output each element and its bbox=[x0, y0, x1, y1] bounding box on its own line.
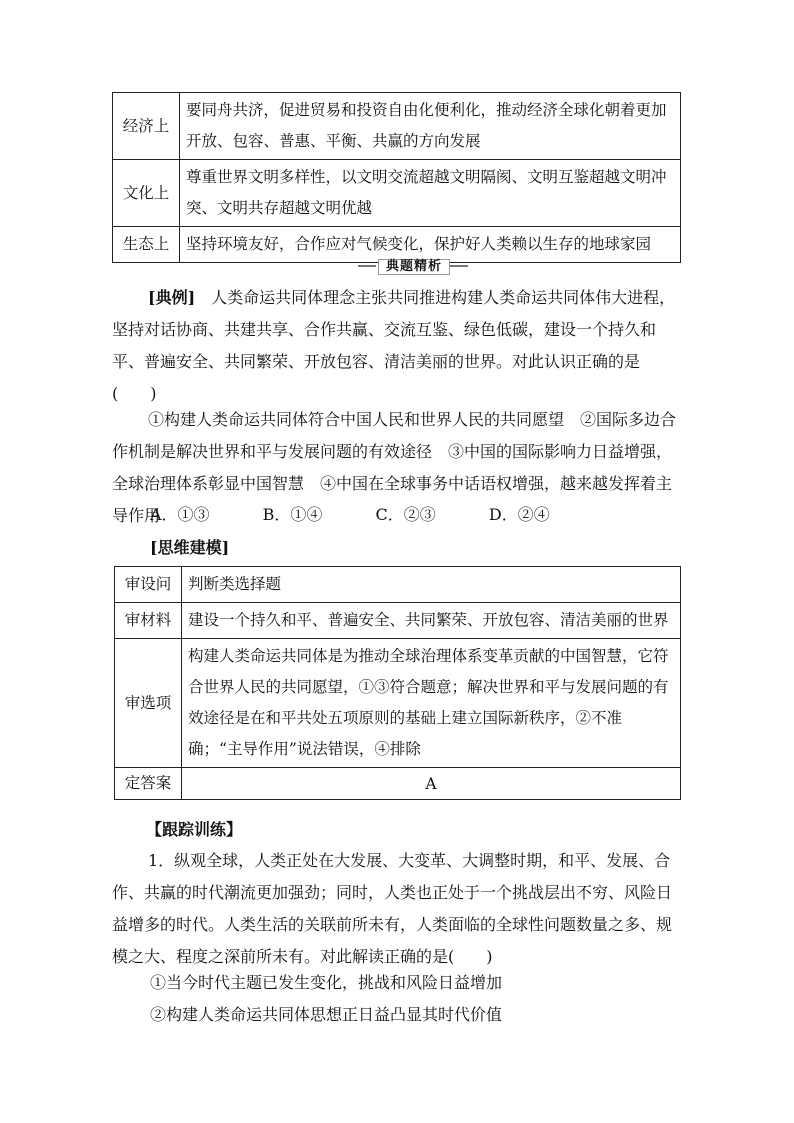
example-statements: ①构建人类命运共同体符合中国人民和世界人民的共同愿望 ②国际多边合作机制是解决世界和平与发展问题的有效途径 ③中国的国际影响力日益增强，全球治理体系彰显中国智慧 ④中国在全球事务中话语权增强，越来越发挥着主导作用 bbox=[112, 410, 677, 525]
example-stem-text: 人类命运共同体理念主张共同推进构建人类命运共同体伟大进程，坚持对话协商、共建共享、合作共赢、交流互鉴、绿色低碳，建设一个持久和平、普遍安全、共同繁荣、开放包容、清洁美丽的世界。对此认识正确的是( ) bbox=[112, 288, 676, 403]
table-row bbox=[113, 93, 681, 160]
practice-q1-stem: 1．纵观全球，人类正处在大发展、大变革、大调整时期，和平、发展、合作、共赢的时代潮流更加强劲；同时，人类也正处于一个挑战层出不穷、风险日益增多的时代。人类生活的关联前所未有，人类面临的全球性问题数量之多、规模之大、程度之深前所未有。对此解读正确的是( ) bbox=[112, 851, 673, 966]
table-row bbox=[113, 227, 681, 263]
row-label-material: 审材料 bbox=[115, 603, 182, 639]
practice-heading: 【跟踪训练】 bbox=[146, 820, 243, 839]
section-banner bbox=[358, 259, 468, 273]
table-row bbox=[115, 639, 681, 768]
modeling-table bbox=[114, 566, 681, 800]
practice-q1-option-1: ①当今时代主题已发生变化，挑战和风险日益增加 bbox=[150, 973, 503, 992]
row-label-economy: 经济上 bbox=[113, 93, 180, 160]
banner-rule-left bbox=[358, 265, 376, 267]
example-options bbox=[150, 500, 598, 530]
row-text-question: 判断类选择题 bbox=[182, 567, 681, 603]
summary-table bbox=[112, 92, 681, 263]
option-b: B．①④ bbox=[262, 505, 323, 524]
practice-q1-option-2: ②构建人类命运共同体思想正日益凸显其时代价值 bbox=[150, 1005, 503, 1024]
table-row bbox=[115, 603, 681, 639]
row-text-options: 构建人类命运共同体是为推动全球治理体系变革贡献的中国智慧，它符合世界人民的共同愿望，①③符合题意；解决世界和平与发展问题的有效途径是在和平共处五项原则的基础上建立国际新秩序，②不准确；“主导作用”说法错误，④排除 bbox=[182, 639, 681, 768]
row-label-options: 审选项 bbox=[115, 639, 182, 768]
table-row bbox=[113, 160, 681, 227]
example-stem bbox=[112, 282, 682, 410]
option-c: C．②③ bbox=[375, 505, 436, 524]
row-text-ecology: 坚持环境友好，合作应对气候变化，保护好人类赖以生存的地球家园 bbox=[180, 227, 681, 263]
option-a: A．①③ bbox=[150, 505, 210, 524]
banner-rule-right bbox=[450, 265, 468, 267]
table-row bbox=[115, 768, 681, 800]
row-text-answer: A bbox=[182, 768, 681, 800]
row-label-answer: 定答案 bbox=[115, 768, 182, 800]
option-d: D．②④ bbox=[488, 505, 550, 524]
modeling-heading: [思维建模] bbox=[150, 538, 230, 557]
row-label-question: 审设问 bbox=[115, 567, 182, 603]
row-text-material: 建设一个持久和平、普遍安全、共同繁荣、开放包容、清洁美丽的世界 bbox=[182, 603, 681, 639]
row-text-economy: 要同舟共济，促进贸易和投资自由化便利化，推动经济全球化朝着更加开放、包容、普惠、平衡、共赢的方向发展 bbox=[180, 93, 681, 160]
row-label-culture: 文化上 bbox=[113, 160, 180, 227]
row-label-ecology: 生态上 bbox=[113, 227, 180, 263]
banner-title: 典题精析 bbox=[378, 259, 450, 275]
row-text-culture: 尊重世界文明多样性，以文明交流超越文明隔阂、文明互鉴超越文明冲突、文明共存超越文明优越 bbox=[180, 160, 681, 227]
table-row bbox=[115, 567, 681, 603]
example-tag: [典例] bbox=[148, 288, 196, 307]
